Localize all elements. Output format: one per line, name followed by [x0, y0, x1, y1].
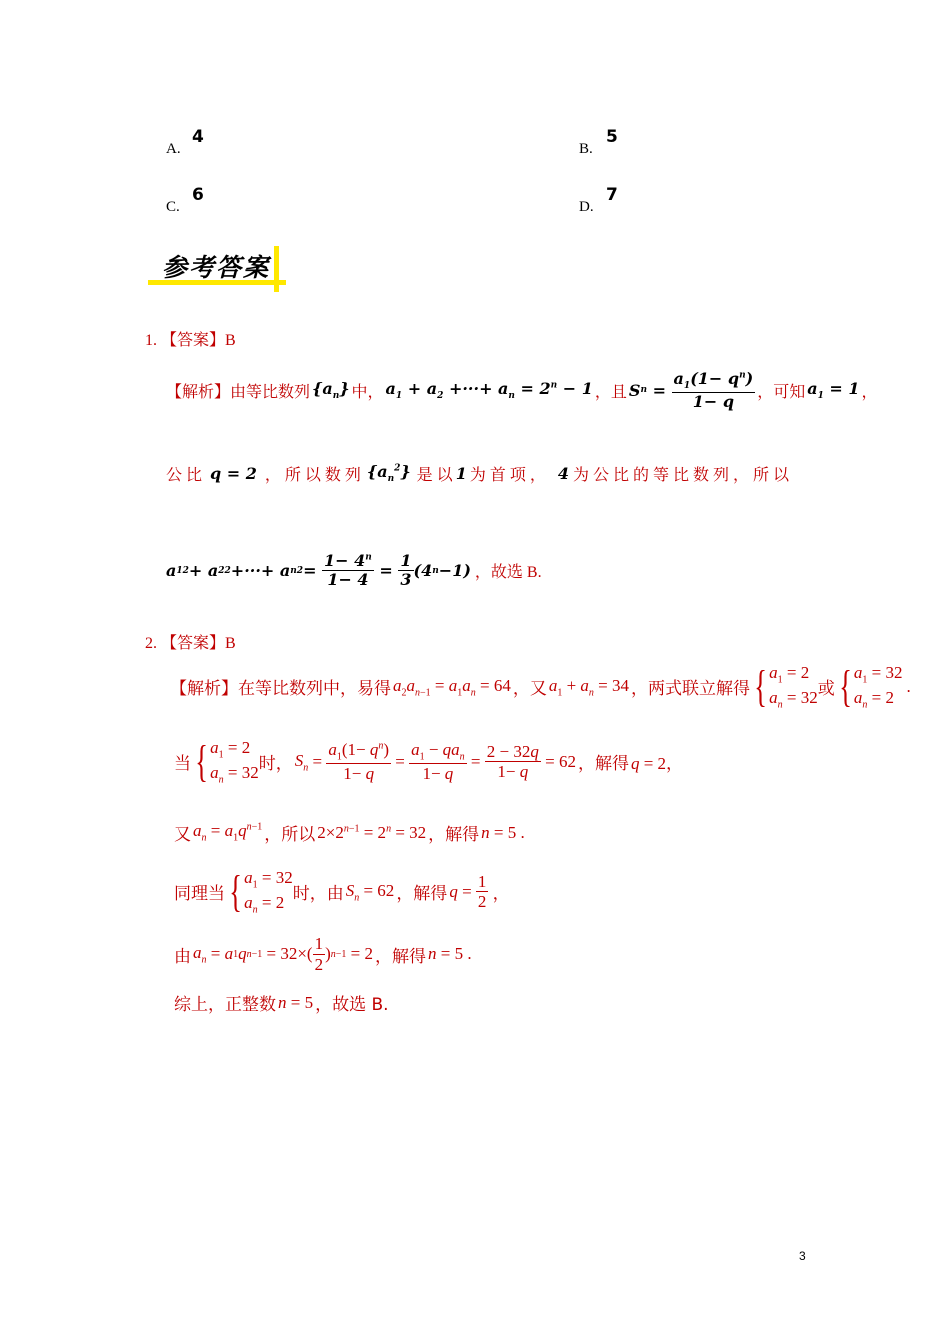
- option-b-letter: B.: [579, 141, 593, 157]
- q1-line2-e: 为 公 比 的 等 比 数 列 ， 所 以: [572, 467, 789, 484]
- q2-l6-b: ，故选 B.: [315, 995, 389, 1015]
- q2-formula-n5c: n = 5: [278, 992, 314, 1012]
- option-b-value: 5: [606, 127, 618, 147]
- option-d-value: 7: [606, 185, 618, 205]
- q2-system-4: { $a_1 = 32$ $a_n = 2$: [229, 866, 293, 916]
- q2-l3-a: 又: [174, 825, 191, 845]
- q1-line2-d: 为 首 项 ，: [469, 467, 546, 484]
- q2-l4-a: 同理当: [174, 884, 225, 905]
- option-a-value: 4: [192, 127, 204, 147]
- q1-formula-sq-sum: a 1 2 + a 2 2 +···+ a n 2 = $\frac{1- 4^n}{1- 4}$ = $\frac{1}{3}$ (4 n −1): [166, 551, 471, 590]
- q1-analysis-line2: [166, 462, 789, 485]
- q2-l3-b: ，所以: [264, 825, 316, 845]
- q1-answer-line: 1. 【答案】B: [145, 332, 236, 349]
- q2-formula-n5b: n = 5 .: [427, 944, 472, 964]
- q2-line2: [174, 737, 683, 787]
- q2-formula-product: $a_2a_{n-1} = a_1a_n = 64$: [393, 675, 511, 699]
- q2-l1-a: 在等比数列中，易得: [238, 679, 391, 700]
- q2-l5-a: 由: [174, 946, 191, 967]
- q2-l2-b: 时，: [258, 754, 293, 775]
- q1-formula-sum: $a_1 + a_2$ +···+ $a_n = 2^n - 1$: [385, 379, 593, 402]
- q2-formula-q-half: q = $\frac{1}{2}$ ，: [449, 871, 510, 912]
- q1-analysis-line3: [166, 552, 542, 590]
- q1-analysis-line1: [166, 370, 878, 411]
- q2-formula-sn-calc: $S_n$ = $\frac{a_1(1- q^n)}{1- q}$ = $\frac{a_1 - qa_n}{1- q}$ = $\frac{2 - 32q}{1- q}$ = 62: [294, 740, 576, 784]
- q2-l1-tag: 【解析】: [170, 679, 238, 700]
- q1-analysis-tag: 【解析】: [166, 383, 231, 401]
- q2-system-2: { $a_1 = 32$ $a_n = 2$: [838, 661, 903, 711]
- option-a-letter: A.: [166, 141, 181, 157]
- q1-analysis-t1: 由等比数列: [230, 383, 311, 401]
- q2-l4-c: ，解得: [396, 884, 448, 905]
- q2-formula-pow: $2\times 2^{n-1} = 2^n = 32$: [317, 822, 427, 842]
- q1-formula-q: q = 2: [210, 464, 257, 483]
- q1-formula-one: 1: [455, 464, 467, 483]
- q2-l2-c: ，解得: [577, 754, 629, 775]
- option-c-letter: C.: [166, 199, 180, 215]
- q1-formula-seq-sq: $\{a_n^2\}$: [366, 462, 411, 485]
- q1-analysis-t2: 中，: [351, 383, 384, 401]
- q2-line4: [174, 867, 510, 917]
- q2-formula-sn62: $S_n = 62$: [345, 880, 395, 904]
- q2-system-1: { $a_1 = 2$ $a_n = 32$: [754, 661, 818, 711]
- answer-key-heading: [148, 246, 286, 290]
- q1-line2-b: ， 所 以 数 列: [264, 467, 361, 484]
- q2-line3: [174, 820, 525, 845]
- option-d-letter: D.: [579, 199, 594, 215]
- heading-text: 参考答案: [162, 253, 271, 282]
- q2-formula-n5: n = 5 .: [481, 822, 525, 842]
- q1-analysis-t5: ，: [861, 383, 878, 401]
- q2-formula-q2: q = 2，: [630, 754, 684, 774]
- q2-l1-or: 或: [817, 679, 835, 700]
- q2-line6: [174, 990, 389, 1015]
- q2-answer-line: 2. 【答案】B: [145, 635, 236, 652]
- q1-line3-end: ，故选 B.: [474, 564, 542, 582]
- q2-l5-b: ，解得: [374, 946, 426, 967]
- q1-formula-sn: S n = $\frac{a_1(1- q^n)}{1- q}$: [628, 369, 754, 411]
- q2-line1: [170, 662, 911, 712]
- q2-formula-an: $a_n = a_1q^{n-1}$: [193, 821, 263, 844]
- q2-l1-c: ，两式联立解得: [631, 679, 751, 700]
- q2-l6: 综上，正整数: [174, 995, 276, 1015]
- q1-analysis-t3: ，且: [594, 383, 627, 401]
- q2-system-3: { $a_1 = 2$ $a_n = 32$: [195, 736, 259, 786]
- q2-formula-sum34: $a_1 + a_n = 34$: [548, 675, 630, 699]
- q1-analysis-t4: ，可知: [757, 383, 806, 401]
- q2-line5: [174, 934, 472, 974]
- option-c-value: 6: [192, 185, 204, 205]
- q1-line2-a: 公 比: [166, 467, 203, 484]
- q1-formula-seq: $\{a_n\}$: [312, 379, 350, 402]
- q2-l1-period: .: [906, 676, 911, 696]
- heading-highlight-vbar: [274, 246, 279, 292]
- q2-l2-a: 当: [174, 754, 191, 775]
- q2-formula-an-half: $a_n$ = a 1 q n−1 = 32×( $\frac{1}{2}$ ) n−1 = 2: [193, 934, 373, 974]
- q1-line2-c: 是 以: [416, 467, 453, 484]
- q1-formula-four: 4: [557, 464, 569, 483]
- q1-formula-a1: $a_1 = 1$: [807, 379, 860, 402]
- page-number: 3: [799, 1249, 806, 1263]
- q2-l3-c: ，解得: [428, 825, 480, 845]
- q2-l4-b: 时，由: [292, 884, 344, 905]
- q2-l1-b: ，又: [512, 679, 547, 700]
